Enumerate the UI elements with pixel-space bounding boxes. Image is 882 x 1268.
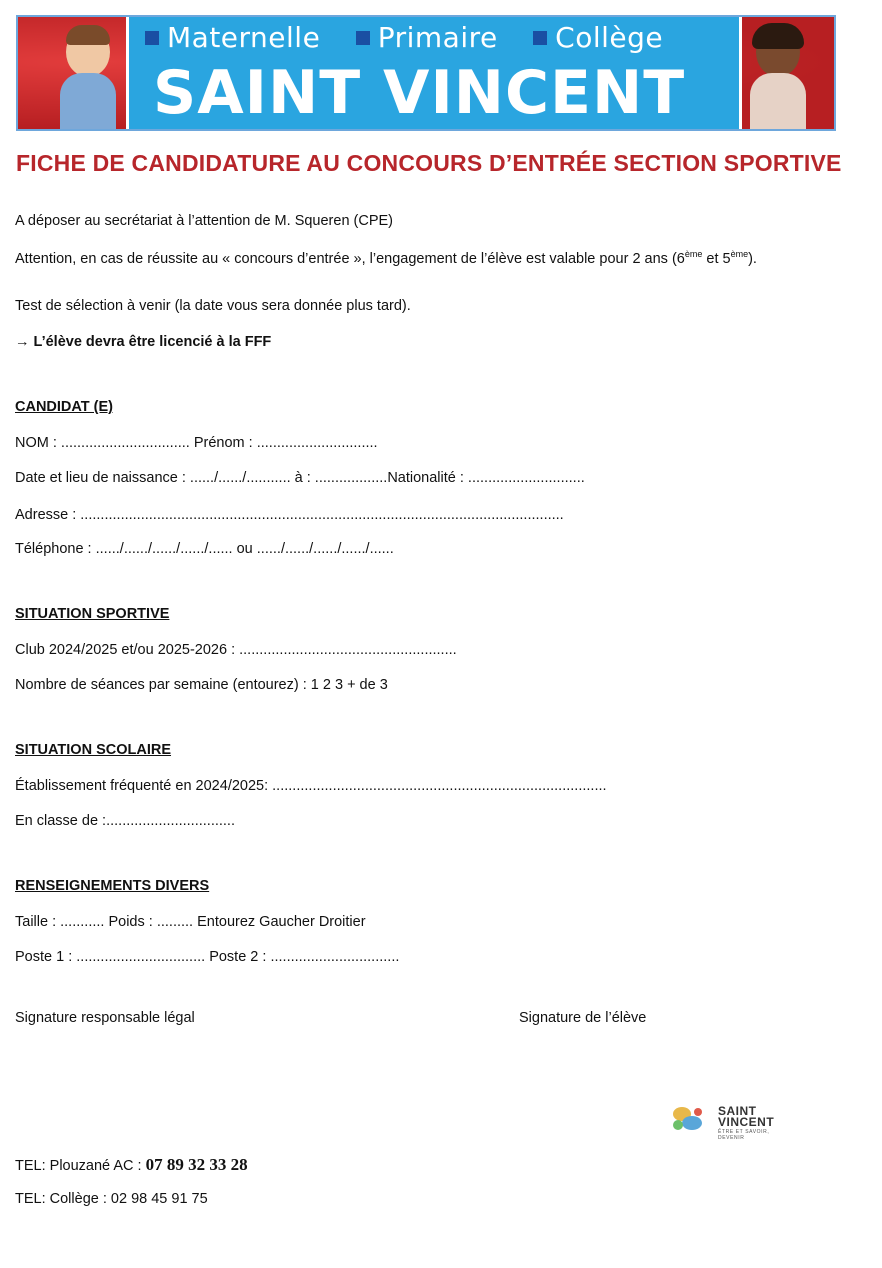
school-banner xyxy=(16,15,836,131)
field-seances: Nombre de séances par semaine (entourez) : 1 2 3 + de 3 xyxy=(15,677,388,693)
square-bullet-icon xyxy=(356,31,370,45)
intro-line-licence: → L’élève devra être licencié à la FFF xyxy=(15,334,272,350)
contact-plouzane: TEL: Plouzané AC : 07 89 32 33 28 xyxy=(15,1155,248,1174)
intro-line-test: Test de sélection à venir (la date vous sera donnée plus tard). xyxy=(15,298,411,314)
document-title: FICHE DE CANDIDATURE AU CONCOURS D’ENTRÉE SECTION SPORTIVE xyxy=(16,150,842,176)
section-heading-divers: RENSEIGNEMENTS DIVERS xyxy=(15,878,210,894)
intro-line-deposit: A déposer au secrétariat à l’attention de M. Squeren (CPE) xyxy=(15,213,394,229)
logo-text: SAINT VINCENT xyxy=(718,1104,775,1129)
field-telephone: Téléphone : ....../....../....../....../...... ou ....../....../....../....../...... xyxy=(15,541,394,557)
contact-college: TEL: Collège : 02 98 45 91 75 xyxy=(15,1191,208,1207)
contact-plouzane-number: 07 89 32 33 28 xyxy=(145,1155,248,1174)
field-nom-prenom: NOM : ................................ Prénom : .............................. xyxy=(15,435,378,451)
field-postes: Poste 1 : ................................ Poste 2 : ................................ xyxy=(15,949,400,965)
field-classe: En classe de :................................ xyxy=(15,813,235,829)
section-heading-sportive: SITUATION SPORTIVE xyxy=(15,606,170,622)
banner-school-name: SAINT VINCENT xyxy=(153,58,686,128)
banner-level: Primaire xyxy=(377,21,498,54)
banner-level: Maternelle xyxy=(167,21,321,54)
square-bullet-icon xyxy=(145,31,159,45)
field-adresse: Adresse : ........................................................................................................................ xyxy=(15,507,564,523)
intro-line-attention: Attention, en cas de réussite au « concours d’entrée », l’engagement de l’élève est valable pour 2 ans (6ème et 5ème). xyxy=(15,249,757,267)
field-club: Club 2024/2025 et/ou 2025-2026 : ...................................................... xyxy=(15,642,457,658)
field-taille-poids: Taille : ........... Poids : ......... Entourez Gaucher Droitier xyxy=(15,914,366,930)
school-logo-icon xyxy=(670,1104,708,1132)
banner-levels xyxy=(145,21,663,54)
signature-eleve-label: Signature de l’élève xyxy=(519,1010,647,1026)
field-etablissement: Établissement fréquenté en 2024/2025: ................................................................................... xyxy=(15,778,607,794)
field-naissance: Date et lieu de naissance : ....../....../........... à : ..................Nationalité : ............................. xyxy=(15,470,585,486)
school-logo xyxy=(670,1100,790,1141)
banner-level: Collège xyxy=(555,21,664,54)
banner-blue-panel xyxy=(126,17,742,129)
signature-legal-label: Signature responsable légal xyxy=(15,1010,195,1026)
logo-tagline: ÊTRE ET SAVOIR, DEVENIR xyxy=(718,1129,770,1141)
square-bullet-icon xyxy=(533,31,547,45)
section-heading-candidat: CANDIDAT (E) xyxy=(15,399,113,415)
section-heading-scolaire: SITUATION SCOLAIRE xyxy=(15,742,172,758)
banner-child-photo-left xyxy=(58,23,116,129)
banner-child-photo-right xyxy=(748,23,806,129)
